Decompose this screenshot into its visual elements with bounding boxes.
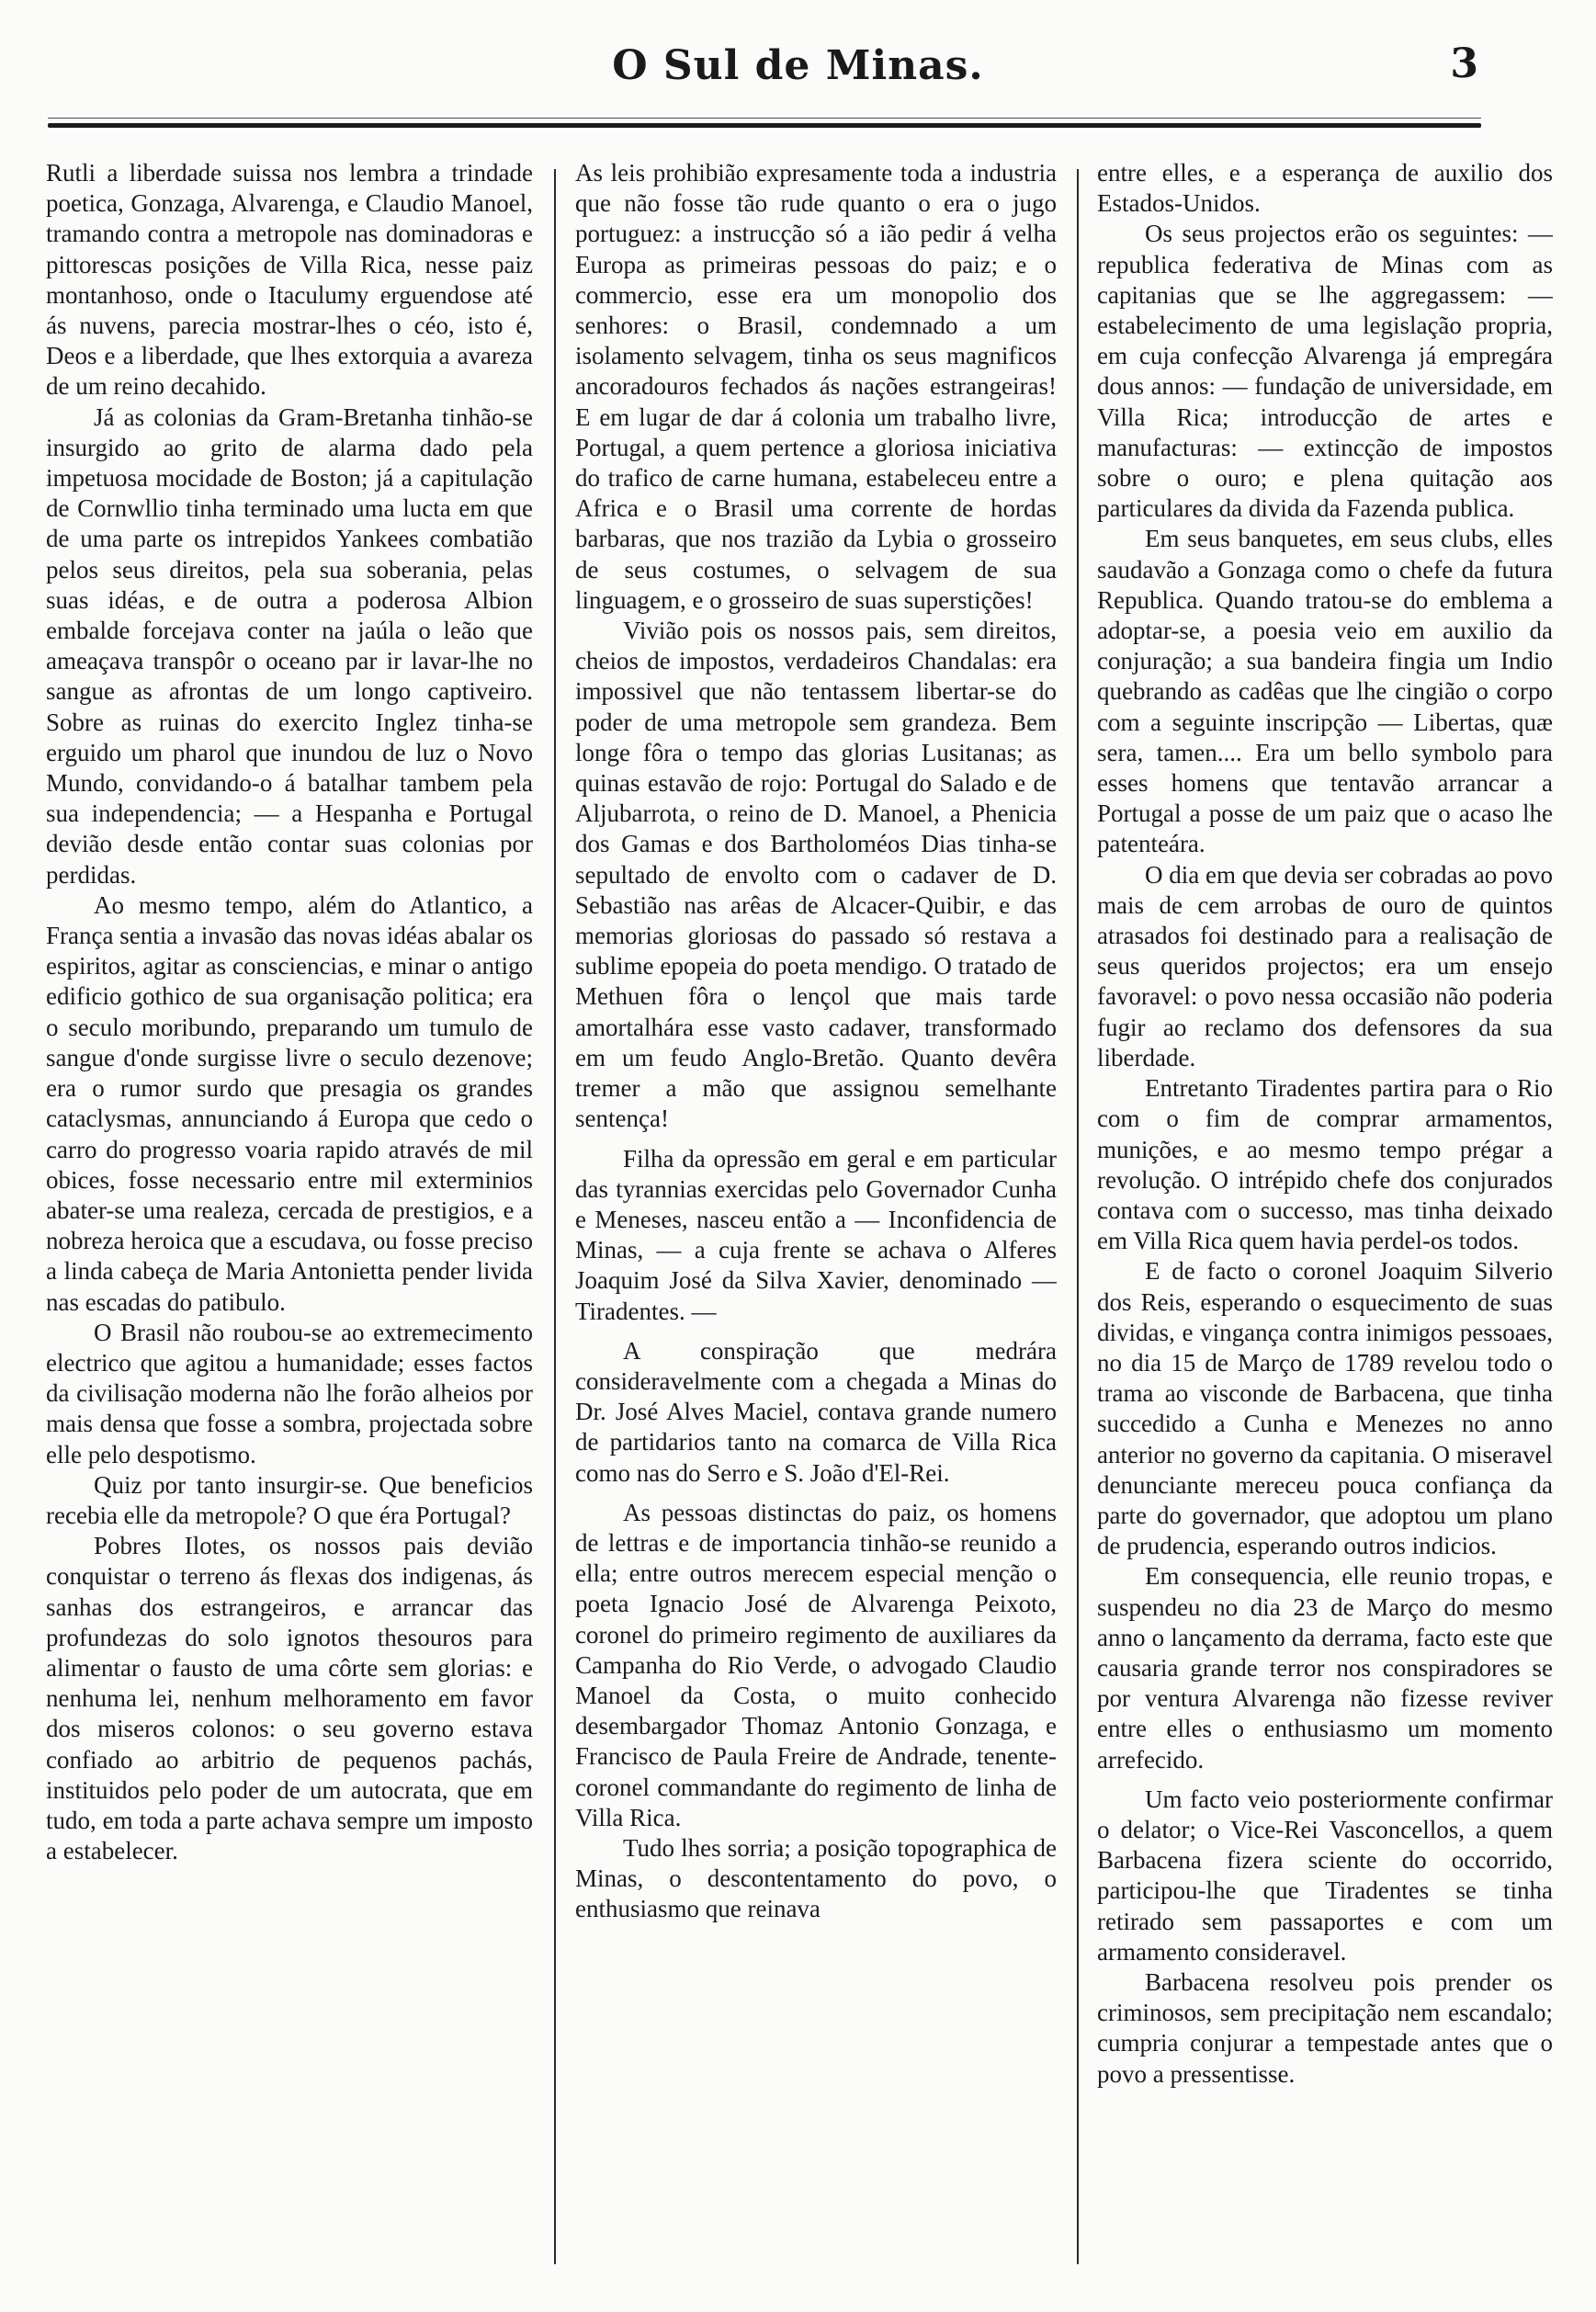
column-1	[46, 158, 533, 2272]
column-divider	[1077, 169, 1079, 2264]
masthead-title: O Sul de Minas.	[612, 42, 984, 89]
paragraph: Em consequencia, elle reunio tropas, e suspendeu no dia 23 de Março do mesmo anno o lançamento da derrama, facto este que causaria grande terror nos conspiradores se por ventura Alvarenga não fizesse reviver entre elles o enthusiasmo um momento arrefecido.	[1097, 1562, 1553, 1774]
running-head	[0, 35, 1596, 99]
page-number: 3	[1450, 40, 1478, 87]
paragraph: Um facto veio posteriormente confirmar o delator; o Vice-Rei Vasconcellos, a quem Barbacena fizera sciente do occorrido, participou-lhe que Tiradentes se tinha retirado sem passaportes e com um armamento consideravel.	[1097, 1785, 1553, 1966]
column-divider	[554, 169, 556, 2264]
paragraph: As leis prohibião expresamente toda a industria que não fosse tão rude quanto o era o jugo portuguez: a instrucção só a ião pedir á velha Europa as primeiras pessoas do paiz; e o commercio, esse era um monopolio dos senhores: o Brasil, condemnado a um isolamento selvagem, tinha os seus magnificos ancoradouros fechados ás nações estrangeiras! E em lugar de dar á colonia um trabalho livre, Portugal, a quem pertence a gloriosa iniciativa do trafico de carne humana, estabeleceu entre a Africa e o Brasil uma corrente de hordas barbaras, que nos trazião da Lybia o grosseiro de seus costumes, o selvagem de sua linguagem, e o grosseiro de suas superstições!	[575, 159, 1057, 614]
paragraph: Em seus banquetes, em seus clubs, elles saudavão a Gonzaga como o chefe da futura Republica. Quando tratou-se do emblema a adoptar-se, a poesia veio em auxilio da conjuração; a sua bandeira fingia um Indio quebrando as cadêas que lhe cingião o corpo com a seguinte inscripção — Libertas, quæ sera, tamen.... Era um bello symbolo para esses homens que tentavão arrancar a Portugal a posse de um paiz que o acaso lhe patenteára.	[1097, 525, 1553, 858]
header-rule-thin	[48, 118, 1481, 119]
paragraph: Barbacena resolveu pois prender os criminosos, sem precipitação nem escandalo; cumpria conjurar a tempestade antes que o povo a pressentisse.	[1097, 1967, 1553, 2088]
paragraph: Rutli a liberdade suissa nos lembra a trindade poetica, Gonzaga, Alvarenga, e Claudio Manoel, tramando contra a metropole nas dominadoras e pittorescas posições de Villa Rica, nesse paiz montanhoso, onde o Itaculumy erguendose até ás nuvens, parecia mostrar-lhes o céo, isto é, Deos e a liberdade, que lhes extorquia a avareza de um reino decahido.	[46, 159, 533, 401]
header-rule	[48, 123, 1481, 128]
paragraph: Entretanto Tiradentes partira para o Rio com o fim de comprar armamentos, munições, e ao mesmo tempo prégar a revolução. O intrépido chefe dos conjurados contava com o successo, mas tinha deixado em Villa Rica quem havia perdel-os todos.	[1097, 1074, 1553, 1255]
column-2	[575, 158, 1057, 2272]
paragraph: Vivião pois os nossos pais, sem direitos, cheios de impostos, verdadeiros Chandalas: era impossivel que não tentassem libertar-se do poder de uma metropole sem grandeza. Bem longe fôra o tempo das glorias Lusitanas; as quinas estavão de rojo: Portugal do Salado e de Aljubarrota, o reino de D. Manoel, a Phenicia dos Gamas e dos Bartholoméos Dias tinha-se sepultado de envolto com o cadaver de D. Sebastião nas arêas de Alcacer-Quibir, e das memorias gloriosas do passado só restava a sublime epopeia do poeta mendigo. O tratado de Methuen fôra o lençol que mais tarde amortalhára esse vasto cadaver, transformado em um feudo Anglo-Bretão. Quanto devêra tremer a mão que assignou semelhante sentença!	[575, 617, 1057, 1133]
paragraph: Os seus projectos erão os seguintes: — republica federativa de Minas com as capitanias que se lhe aggregassem: — estabelecimento de uma legislação propria, em cuja confecção Alvarenga já empregára dous annos: — fundação de universidade, em Villa Rica; introducção de artes e manufacturas: — extincção de impostos sobre o ouro; e plena quitação aos particulares da divida da Fazenda publica.	[1097, 220, 1553, 523]
paragraph: Quiz por tanto insurgir-se. Que beneficios recebia elle da metropole? O que éra Portugal?	[46, 1470, 533, 1529]
paragraph: Tudo lhes sorria; a posição topographica de Minas, o descontentamento do povo, o enthusiasmo que reinava	[575, 1833, 1057, 1923]
column-3	[1097, 158, 1553, 2272]
paragraph: O Brasil não roubou-se ao extremecimento electrico que agitou a humanidade; esses factos da civilisação moderna não lhe forão alheios por mais densa que fosse a sombra, projectada sobre elle pelo despotismo.	[46, 1318, 533, 1468]
paragraph: As pessoas distinctas do paiz, os homens de lettras e de importancia tinhão-se reunido a ella; entre outros merecem especial menção o poeta Ignacio José de Alvarenga Peixoto, coronel do primeiro regimento de auxiliares da Campanha do Rio Verde, o advogado Claudio Manoel da Costa, o muito conhecido desembargador Thomaz Antonio Gonzaga, e Francisco de Paula Freire de Andrade, tenente-coronel commandante do regimento de linha de Villa Rica.	[575, 1498, 1057, 1831]
paragraph: E de facto o coronel Joaquim Silverio dos Reis, esperando o esquecimento de suas dividas, e vingança contra inimigos pessoaes, no dia 15 de Março de 1789 revelou todo o trama ao visconde de Barbacena, que tinha succedido a Cunha e Menezes no anno anterior no governo da capitania. O miseravel denunciante mereceu pouca confiança da parte do governador, que adoptou um plano de prudencia, esperando outros indicios.	[1097, 1257, 1553, 1560]
paragraph: Pobres Ilotes, os nossos pais devião conquistar o terreno ás flexas dos indigenas, ás sanhas dos estrangeiros, e arrancar das profundezas do solo ignotos thesouros para alimentar o fausto de uma côrte sem glorias: e nenhuma lei, nenhum melhoramento em favor dos miseros colonos: o seu governo estava confiado ao arbitrio de pequenos pachás, instituidos pelo poder de um autocrata, que em tudo, em toda a parte achava sempre um imposto a estabelecer.	[46, 1532, 533, 1865]
paragraph: O dia em que devia ser cobradas ao povo mais de cem arrobas de ouro de quintos atrasados foi destinado para a realisação de seus queridos projectos; era um ensejo favoravel: o povo nessa occasião não poderia fugir ao reclamo dos defensores da sua liberdade.	[1097, 860, 1553, 1071]
paragraph: A conspiração que medrára consideravelmente com a chegada a Minas do Dr. José Alves Maciel, contava grande numero de partidarios tanto na comarca de Villa Rica como nas do Serro e S. João d'El-Rei.	[575, 1336, 1057, 1487]
paragraph: Ao mesmo tempo, além do Atlantico, a França sentia a invasão das novas idéas abalar os espiritos, agitar as consciencias, e minar o antigo edificio gothico de sua organisação politica; era o seculo moribundo, preparando um tumulo de sangue d'onde surgisse livre o seculo dezenove; era o rumor surdo que presagia os grandes cataclysmas, annunciando á Europa que cedo o carro do progresso voaria rapido através de mil obices, fosse necessario entre mil exterminios abater-se uma realeza, cercada de prestigios, e a nobreza heroica que a escudava, ou fosse preciso a linda cabeça de Maria Antonietta pender livida nas escadas do patibulo.	[46, 890, 533, 1316]
paragraph: entre elles, e a esperança de auxilio dos Estados-Unidos.	[1097, 159, 1553, 218]
paragraph: Filha da opressão em geral e em particular das tyrannias exercidas pelo Governador Cunha e Meneses, nasceu então a — Inconfidencia de Minas, — a cuja frente se achava o Alferes Joaquim José da Silva Xavier, denominado — Tiradentes. —	[575, 1144, 1057, 1325]
paragraph: Já as colonias da Gram-Bretanha tinhão-se insurgido ao grito de alarma dado pela impetuosa mocidade de Boston; já a capitulação de Cornwllio tinha terminado uma lucta em que de uma parte os intrepidos Yankees combatião pelos seus direitos, pela sua soberania, pelas suas idéas, e de outra a poderosa Albion embalde forcejava conter na jaúla o leão que ameaçava transpôr o oceano par ir lavar-lhe no sangue as afrontas de um longo captiveiro. Sobre as ruinas do exercito Inglez tinha-se erguido um pharol que inundou de luz o Novo Mundo, convidando-o á batalhar tambem pela sua independencia; — a Hespanha e Portugal devião desde então contar suas colonias por perdidas.	[46, 402, 533, 889]
text-columns	[46, 158, 1553, 2272]
